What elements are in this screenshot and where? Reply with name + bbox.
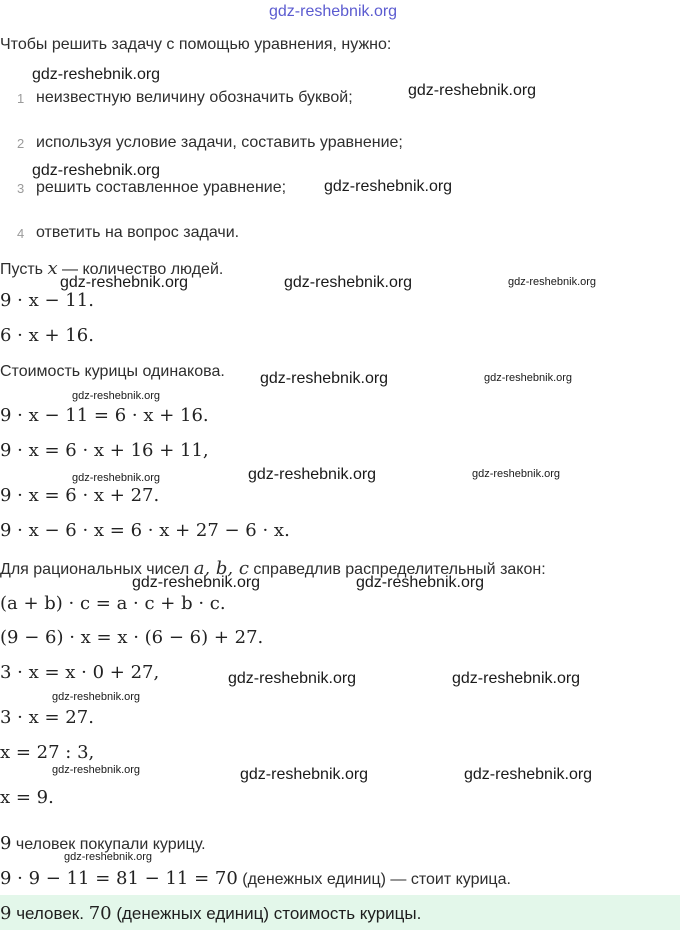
watermark: gdz-reshebnik.org [132,574,261,591]
let-prefix: Пусть [0,261,43,278]
step-number: 4 [17,226,25,241]
watermark: gdz-reshebnik.org [472,468,561,480]
step-text: ответить на вопрос задачи. [36,224,240,241]
equation: 3 · x = 27. [0,707,94,728]
watermark: gdz-reshebnik.org [228,670,357,687]
people-text: человек покупали курицу. [15,836,206,853]
equation: 9 · x − 11 = 6 · x + 16. [0,405,209,426]
equation: (9 − 6) · x = x · (6 − 6) + 27. [0,627,264,648]
let-variable: x [47,258,58,279]
watermark: gdz-reshebnik.org [508,276,597,288]
equation: 9 · x − 6 · x = 6 · x + 27 − 6 · x. [0,520,290,541]
step-number: 2 [17,136,25,151]
expression: 9 · x − 11. [0,290,94,311]
step-number: 1 [17,91,25,106]
expression: 6 · x + 16. [0,325,94,346]
answer-line [0,903,421,924]
watermark: gdz-reshebnik.org [324,178,453,195]
equation: 9 · x = 6 · x + 16 + 11, [0,440,209,461]
watermark: gdz-reshebnik.org [408,82,537,99]
law-formula: (a + b) · c = a · c + b · c. [0,593,226,614]
law-prefix: Для рациональных чисел [0,561,190,578]
watermark: gdz-reshebnik.org [452,670,581,687]
step-number: 3 [17,181,25,196]
equation: x = 9. [0,787,54,808]
watermark: gdz-reshebnik.org [64,851,153,863]
answer-number: 70 [88,903,112,924]
watermark: gdz-reshebnik.org [60,274,189,291]
equation: 3 · x = x · 0 + 27, [0,662,160,683]
watermark: gdz-reshebnik.org [464,766,593,783]
answer-number: 9 [0,903,12,924]
watermark: gdz-reshebnik.org [72,390,161,402]
law-variables: a, b, c [193,558,249,579]
watermark: gdz-reshebnik.org [248,466,377,483]
watermark: gdz-reshebnik.org [52,764,141,776]
cost-note: Стоимость курицы одинакова. [0,363,225,380]
let-suffix: — количество людей. [62,261,224,278]
step-text: неизвестную величину обозначить буквой; [36,89,353,106]
watermark: gdz-reshebnik.org [240,766,369,783]
law-suffix: справедлив распределительный закон: [253,561,546,578]
site-header-link[interactable]: gdz-reshebnik.org [269,3,398,20]
intro-text: Чтобы решить задачу с помощью уравнения, нужно: [0,36,392,53]
watermark: gdz-reshebnik.org [356,574,485,591]
people-number: 9 [0,833,12,854]
answer-text: (денежных единиц) стоимость курицы. [116,904,422,923]
watermark: gdz-reshebnik.org [72,472,161,484]
equation: x = 27 : 3, [0,742,95,763]
cost-statement [0,868,511,889]
equation: 9 · x = 6 · x + 27. [0,485,160,506]
watermark: gdz-reshebnik.org [484,372,573,384]
watermark: gdz-reshebnik.org [32,66,161,83]
cost-text: (денежных единиц) — стоит курица. [242,871,511,888]
watermark: gdz-reshebnik.org [284,274,413,291]
watermark: gdz-reshebnik.org [52,691,141,703]
watermark: gdz-reshebnik.org [32,162,161,179]
answer-text: человек. [16,904,84,923]
watermark: gdz-reshebnik.org [260,370,389,387]
cost-equation: 9 · 9 − 11 = 81 − 11 = 70 [0,868,238,889]
step-text: используя условие задачи, составить уравнение; [36,134,403,151]
step-text: решить составленное уравнение; [36,179,287,196]
